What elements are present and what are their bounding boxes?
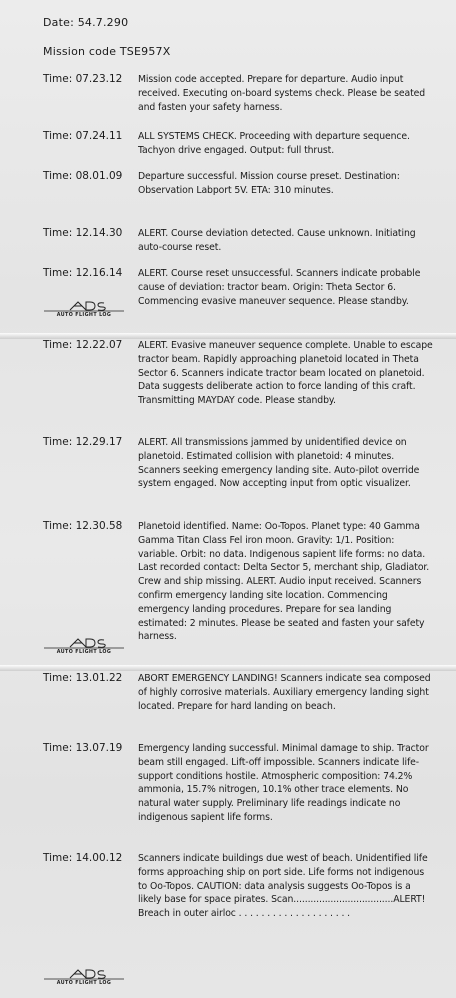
entry-message: Mission code accepted. Prepare for departure. Audio input received. Executing on-board systems check. Please be seated and fasten your safety harness. (138, 74, 426, 113)
entry-time: Time: 12.22.07 (43, 339, 123, 351)
log-entry (43, 672, 443, 713)
entry-message: ALERT. Evasive maneuver sequence complete. Unable to escape tractor beam. Rapidly approaching planetoid located in Theta Sector 6. Scanners indicate tractor beam located on planetoid. Data suggests deliberate action to force landing of this craft. Transmitting MAYDAY code. Please standby. (138, 340, 433, 407)
entry-time: Time: 12.30.58 (43, 520, 123, 532)
log-entry (43, 852, 443, 921)
entry-time: Time: 07.23.12 (43, 73, 123, 85)
mission-code: Mission code TSE957X (43, 45, 171, 58)
entry-message: ABORT EMERGENCY LANDING! Scanners indicate sea composed of highly corrosive materials. Auxiliary emergency landing sight located. Prepare for hard landing on beach. (138, 673, 431, 712)
entry-time: Time: 13.01.22 (43, 672, 123, 684)
auto-flight-log-logo (42, 637, 126, 659)
auto-flight-log-logo (42, 300, 126, 322)
logo-label: AUTO FLIGHT LOG (56, 650, 112, 655)
ads-mark-icon (42, 300, 126, 314)
logo-label: AUTO FLIGHT LOG (56, 313, 112, 318)
entry-time: Time: 07.24.11 (43, 130, 123, 142)
log-entry (43, 436, 443, 491)
logo-label: AUTO FLIGHT LOG (56, 981, 112, 986)
entry-time: Time: 08.01.09 (43, 170, 123, 182)
paper-fold (0, 665, 456, 671)
log-entry (43, 170, 443, 198)
log-entry (43, 227, 443, 255)
entry-message: Scanners indicate buildings due west of beach. Unidentified life forms approaching ship on port side. Life forms not indigenous to Oo-Topos. CAUTION: data analysis suggests Oo-Topos is a likely base for space pirates. Scan...................................ALERT! Breach in outer airloc . . . . . . . . . . . . . . . . . . . . (138, 853, 428, 920)
log-entry (43, 130, 443, 158)
entry-time: Time: 12.16.14 (43, 267, 123, 279)
entry-message: ALERT. All transmissions jammed by unidentified device on planetoid. Estimated collision with planetoid: 4 minutes. Scanners seeking emergency landing site. Auto-pilot override system engaged. Now accepting input from optic visualizer. (138, 437, 420, 490)
log-entry (43, 73, 443, 114)
entry-message: ALL SYSTEMS CHECK. Proceeding with departure sequence. Tachyon drive engaged. Output: full thrust. (138, 131, 410, 156)
entry-time: Time: 12.29.17 (43, 436, 123, 448)
entry-message: ALERT. Course reset unsuccessful. Scanners indicate probable cause of deviation: tractor beam. Origin: Theta Sector 6. Commencing evasive maneuver sequence. Please standby. (138, 268, 421, 307)
auto-flight-log-logo (42, 968, 126, 990)
entry-message: Emergency landing successful. Minimal damage to ship. Tractor beam still engaged. Lift-off impossible. Scanners indicate life-support conditions hostile. Atmospheric composition: 74.2% ammonia, 15.7% nitrogen, 10.1% other trace elements. No natural water supply. Preliminary life readings indicate no indigenous sapient life forms. (138, 743, 429, 823)
entry-time: Time: 12.14.30 (43, 227, 123, 239)
entry-message: Planetoid identified. Name: Oo-Topos. Planet type: 40 Gamma Gamma Titan Class Fel iron moon. Gravity: 1/1. Position: variable. Orbit: no data. Indigenous sapient life forms: no data. Last recorded contact: Delta Sector 5, merchant ship, Gladiator. Crew and ship missing. ALERT. Audio input received. Scanners confirm emergency landing site location. Commencing emergency landing procedures. Prepare for sea landing estimated: 2 minutes. Please be seated and fasten your safety harness. (138, 521, 430, 643)
ads-mark-icon (42, 968, 126, 982)
entry-message: Departure successful. Mission course preset. Destination: Observation Labport 5V. ETA: 310 minutes. (138, 171, 400, 196)
entry-message: ALERT. Course deviation detected. Cause unknown. Initiating auto-course reset. (138, 228, 416, 253)
log-entry (43, 520, 443, 644)
log-date: Date: 54.7.290 (43, 16, 129, 29)
log-entry (43, 339, 443, 408)
ads-mark-icon (42, 637, 126, 651)
log-entry (43, 742, 443, 825)
entry-time: Time: 13.07.19 (43, 742, 123, 754)
entry-time: Time: 14.00.12 (43, 852, 123, 864)
